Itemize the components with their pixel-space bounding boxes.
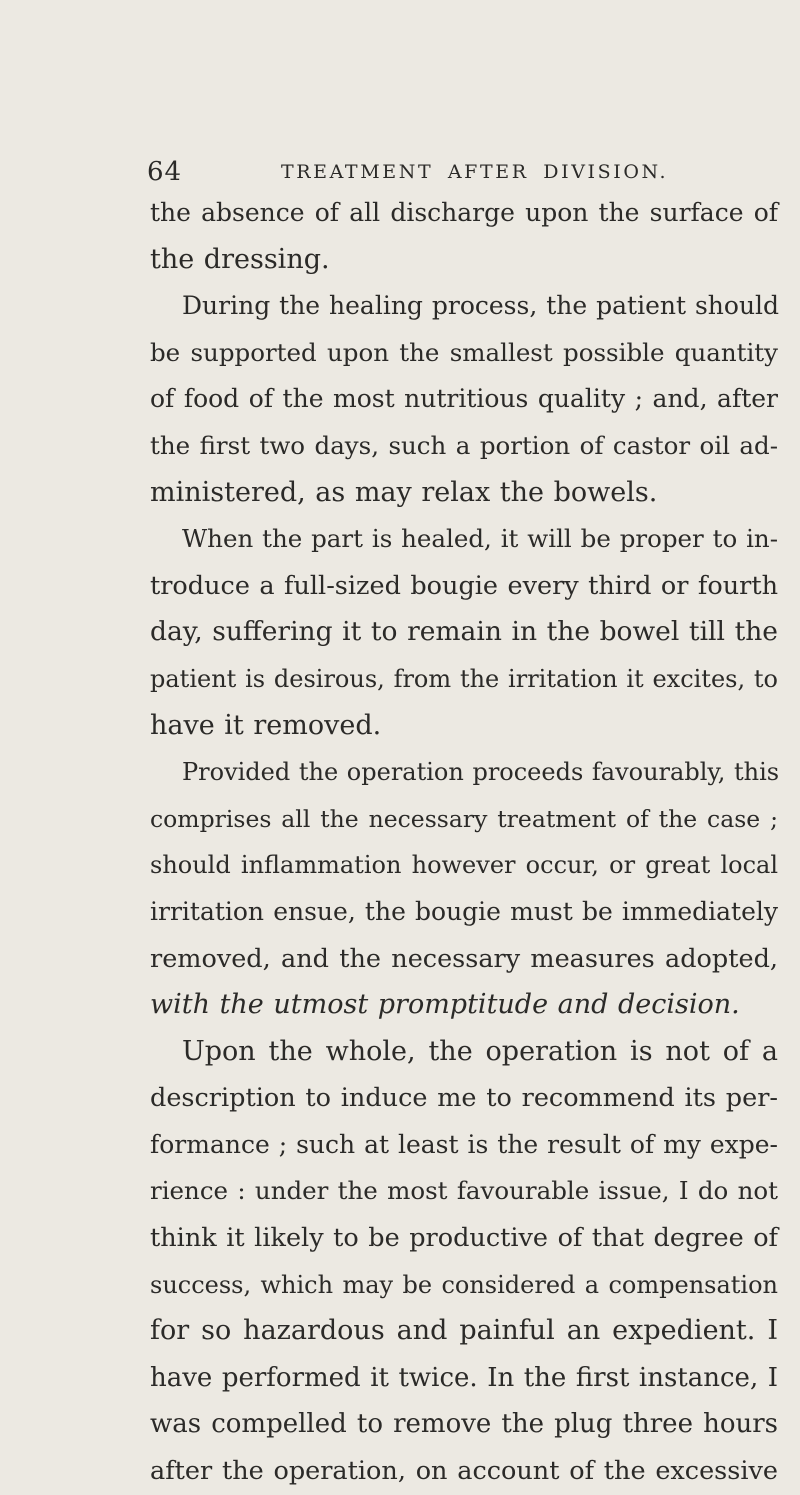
text-line: think it likely to be productive of that degree of: [150, 1223, 778, 1254]
text-line: after the operation, on account of the excessive: [150, 1456, 778, 1487]
text-line: During the healing process, the patient should: [182, 291, 780, 321]
text-line: have it removed.: [150, 709, 382, 741]
text-line: for so hazardous and painful an expedient. I: [150, 1315, 778, 1347]
text-line: comprises all the necessary treatment of the case ;: [150, 804, 778, 833]
body-text: [150, 190, 778, 1495]
text-line: rience : under the most favourable issue, I do not: [150, 1176, 778, 1206]
text-line: the first two days, such a portion of castor oil ad-: [150, 430, 778, 460]
text-line: day, suffering it to remain in the bowel till the: [150, 616, 778, 648]
text-line: ministered, as may relax the bowels.: [150, 476, 658, 508]
text-line: of food of the most nutritious quality ; and, after: [150, 384, 778, 414]
text-line: Provided the operation proceeds favourably, this: [182, 758, 780, 787]
text-line: should inflammation however occur, or great local: [150, 851, 778, 880]
running-head: [0, 157, 800, 187]
text-line: formance ; such at least is the result of my expe-: [150, 1129, 778, 1159]
text-line: irritation ensue, the bougie must be immediately: [150, 896, 778, 926]
text-line: success, which may be considered a compensation: [150, 1270, 778, 1299]
text-line: description to induce me to recommend its per-: [150, 1083, 778, 1114]
text-line: troduce a full-sized bougie every third or fourth: [150, 570, 778, 601]
running-title: TREATMENT AFTER DIVISION.: [281, 161, 669, 183]
text-line: the absence of all discharge upon the surface of: [150, 198, 778, 227]
text-line-italic: with the utmost promptitude and decision.: [150, 989, 740, 1021]
text-line: Upon the whole, the operation is not of a: [182, 1035, 778, 1067]
text-line: the dressing.: [150, 243, 330, 275]
text-line: patient is desirous, from the irritation it excites, to: [150, 664, 778, 693]
text-line: removed, and the necessary measures adopted,: [150, 943, 778, 974]
text-line: When the part is healed, it will be proper to in-: [182, 524, 778, 554]
page-number: 64: [147, 157, 183, 187]
text-line: was compelled to remove the plug three hours: [150, 1409, 778, 1440]
text-line: be supported upon the smallest possible quantity: [150, 337, 778, 367]
text-line: have performed it twice. In the first instance, I: [150, 1362, 778, 1393]
